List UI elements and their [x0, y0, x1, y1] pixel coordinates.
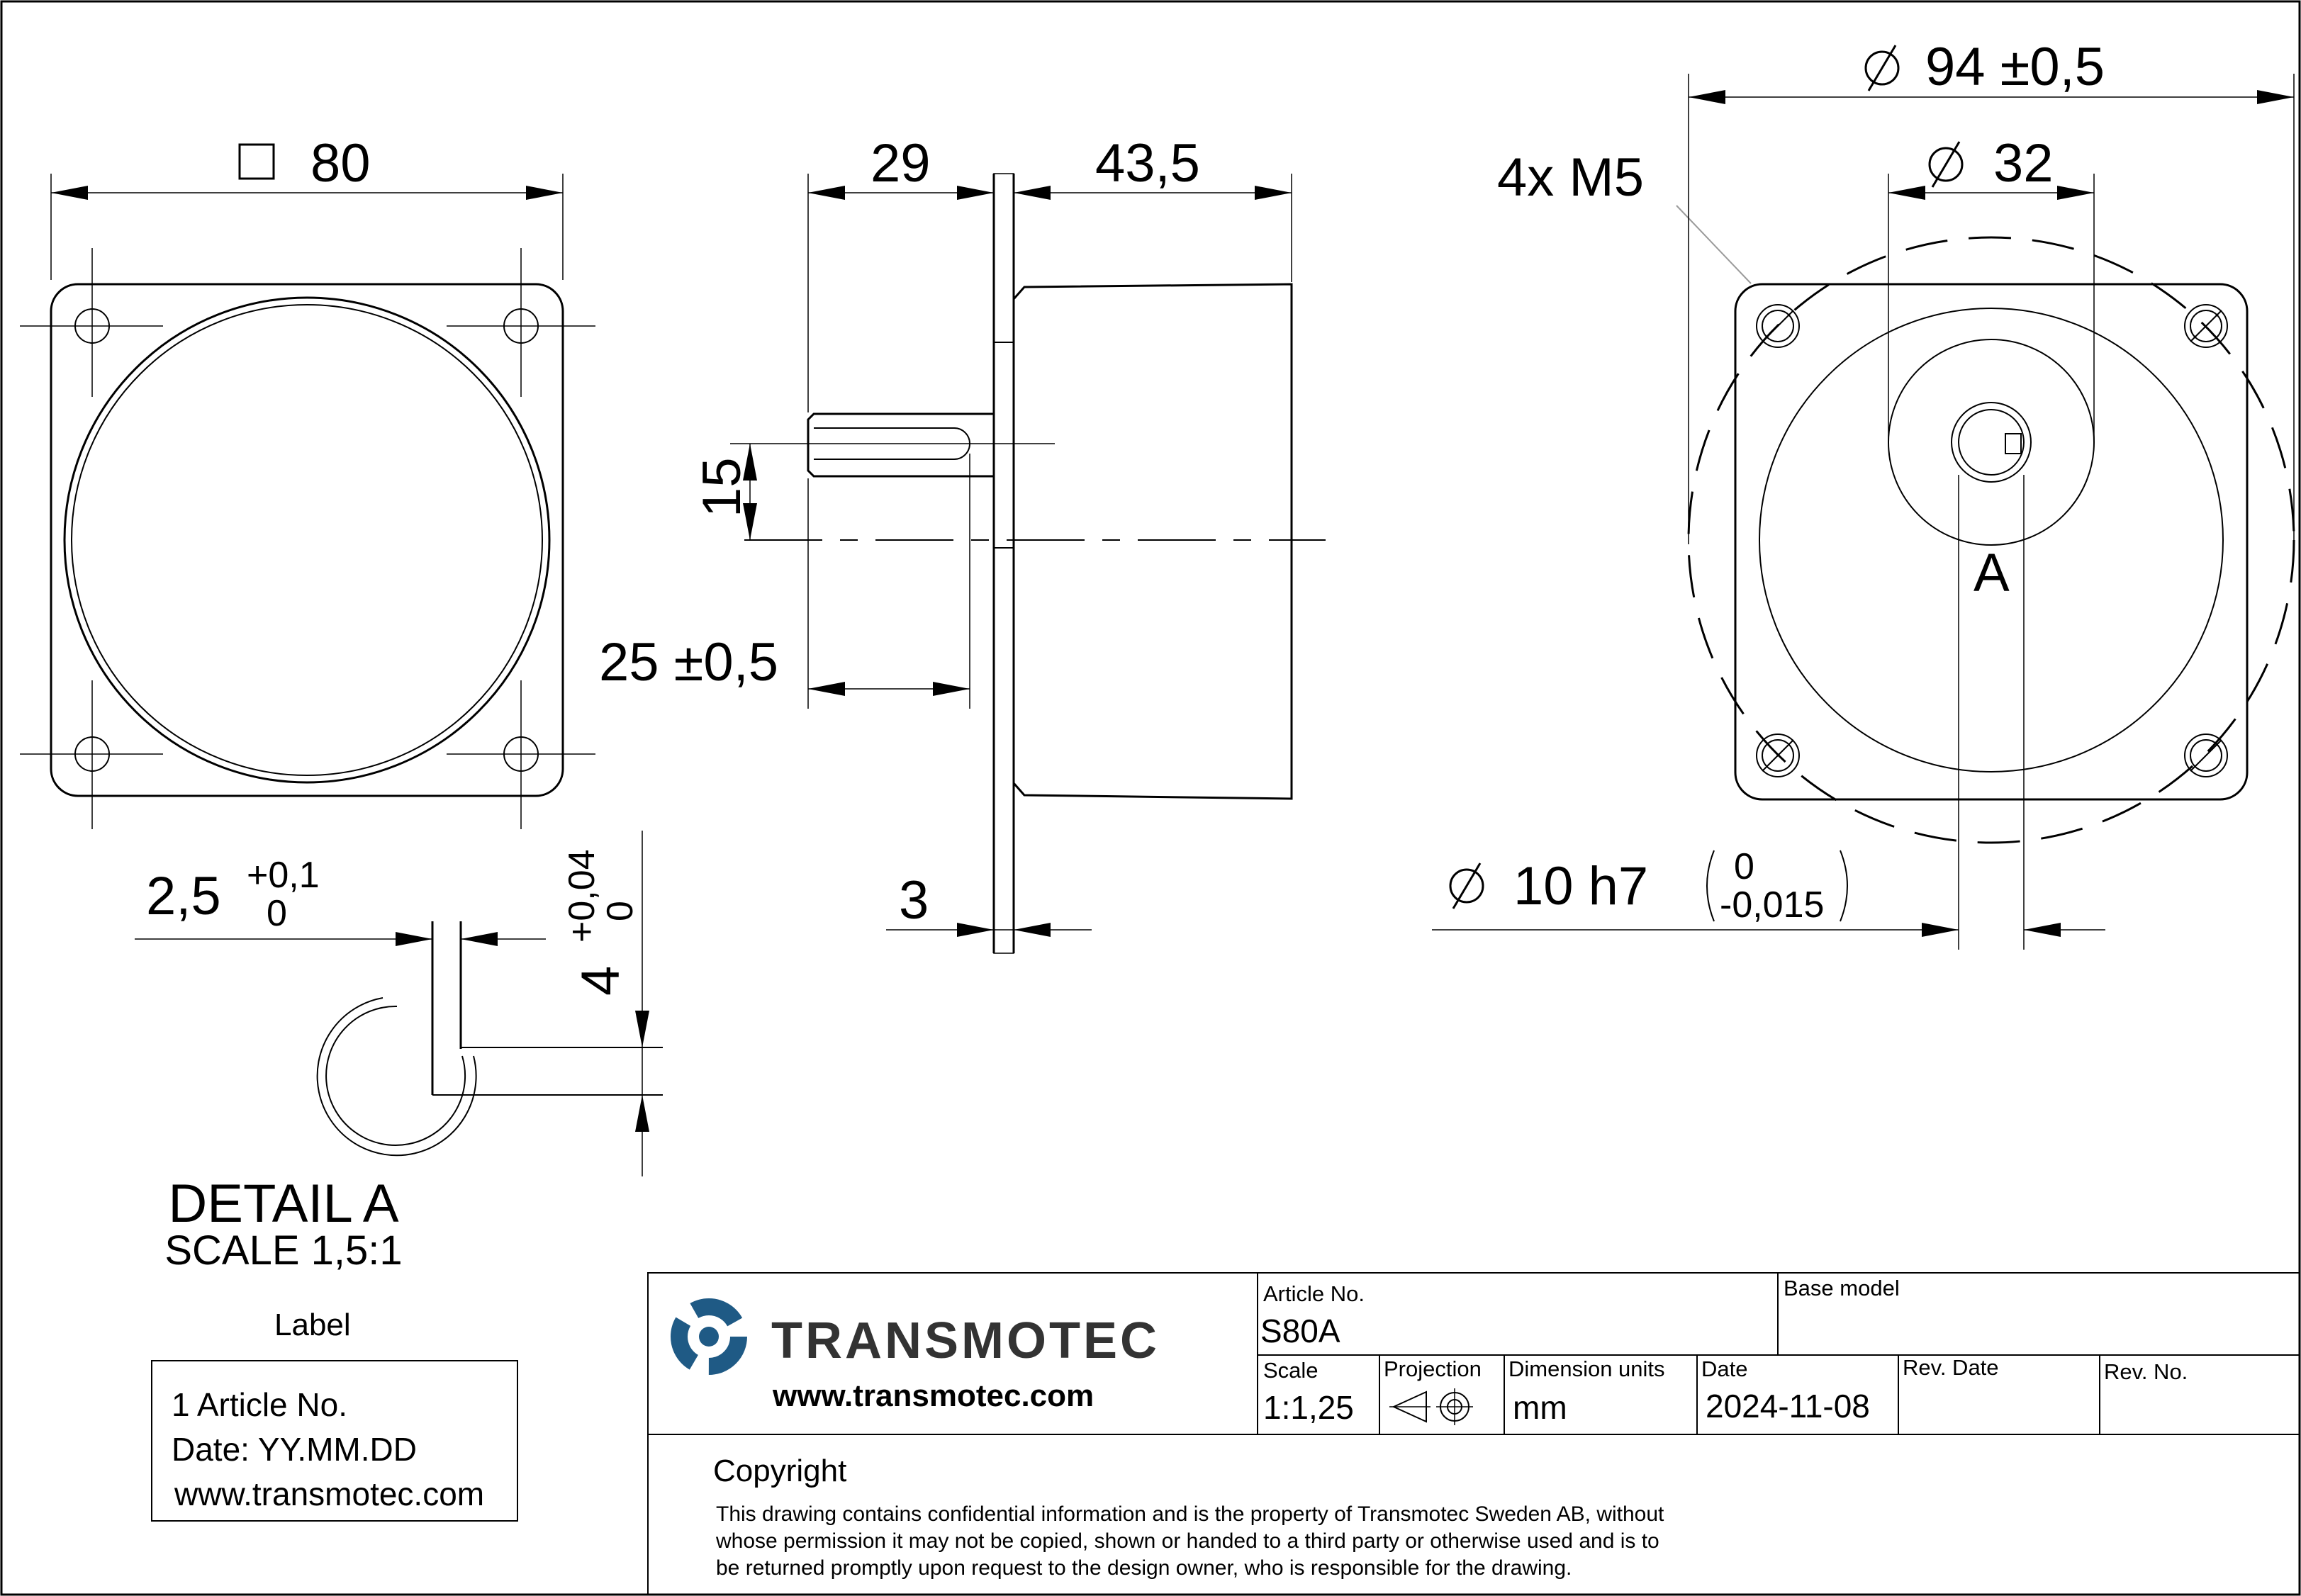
tolerance-right-paren	[1840, 850, 1847, 921]
dim-29	[808, 133, 994, 412]
label-section	[152, 1308, 517, 1521]
projection-label: Projection	[1384, 1356, 1482, 1381]
detail-marker-a: A	[1974, 543, 2010, 603]
dim-94	[1689, 37, 2294, 544]
dim-32-label: 32	[1993, 133, 2054, 193]
transmotec-logo-icon	[679, 1307, 739, 1366]
dim-25-label: 25 ±0,5	[599, 632, 779, 692]
dimension-units-label: Dimension units	[1508, 1356, 1665, 1381]
diameter-symbol-icon	[1930, 142, 1962, 187]
dim-25	[599, 454, 970, 709]
dim-80-label: 80	[310, 133, 371, 193]
front-mounting-holes	[20, 248, 595, 829]
scale-label: Scale	[1263, 1358, 1319, 1383]
date-label: Date	[1701, 1356, 1748, 1381]
detail-title: DETAIL A	[168, 1174, 399, 1234]
label-line-2: Date: YY.MM.DD	[172, 1431, 417, 1468]
dim-3-label: 3	[899, 870, 929, 931]
side-pilot	[994, 342, 1014, 548]
side-shaft	[808, 414, 994, 476]
rear-view	[1432, 37, 2294, 950]
label-line-3: www.transmotec.com	[174, 1476, 485, 1512]
dim-key-depth	[561, 831, 649, 1176]
copyright-line-3: be returned promptly upon request to the design owner, who is responsible for the drawing.	[716, 1556, 1572, 1580]
front-motor-body-inner	[72, 305, 542, 775]
key-depth-label: 4	[571, 965, 631, 996]
front-view	[20, 133, 595, 829]
shaft-tol-upper: 0	[1734, 846, 1754, 887]
label-heading: Label	[274, 1308, 351, 1342]
rear-shaft-inner	[1959, 410, 2024, 475]
side-view	[599, 133, 1326, 953]
dim-15	[692, 444, 1055, 540]
copyright-line-2: whose permission it may not be copied, shown or handed to a third party or otherwise used and is to	[716, 1529, 1659, 1553]
rear-flange	[1735, 284, 2247, 799]
key-width-tol-upper: +0,1	[247, 855, 320, 896]
date-value: 2024-11-08	[1706, 1388, 1870, 1424]
side-motor-body	[1014, 284, 1292, 799]
title-block	[648, 1273, 2300, 1595]
rev-no-label: Rev. No.	[2104, 1359, 2188, 1384]
dim-43-5	[1014, 133, 1292, 283]
dim-80	[51, 133, 563, 280]
front-motor-body-outer	[65, 298, 549, 782]
shaft-dim-label: 10 h7	[1513, 856, 1649, 916]
diameter-symbol-icon	[1866, 45, 1898, 91]
dim-key-width	[135, 855, 546, 946]
front-flange	[51, 284, 563, 796]
shaft-tol-lower: -0,015	[1720, 884, 1825, 926]
holes-leader	[1676, 206, 1751, 283]
rear-shaft-key	[2005, 434, 2021, 454]
rear-motor-body	[1759, 308, 2223, 772]
copyright-line-1: This drawing contains confidential information and is the property of Transmotec Sweden AB, without	[716, 1502, 1664, 1526]
detail-a-view	[135, 831, 663, 1274]
key-depth-tol-upper: +0,04	[561, 849, 603, 943]
detail-scale: SCALE 1,5:1	[164, 1227, 403, 1274]
holes-label: 4x M5	[1497, 147, 1644, 208]
key-depth-tol-lower: 0	[600, 901, 641, 921]
rear-boss	[1888, 339, 2094, 545]
dimension-units-value: mm	[1513, 1389, 1567, 1426]
rear-shaft-outer	[1952, 403, 2031, 482]
dim-3	[886, 870, 1092, 937]
dim-43-5-label: 43,5	[1095, 133, 1200, 193]
square-symbol-icon	[240, 145, 274, 179]
rev-date-label: Rev. Date	[1903, 1355, 1999, 1380]
tolerance-left-paren	[1707, 850, 1714, 921]
dim-15-label: 15	[692, 457, 752, 517]
dim-29-label: 29	[870, 133, 931, 193]
company-name: TRANSMOTEC	[771, 1313, 1160, 1369]
label-line-1: 1 Article No.	[172, 1386, 347, 1423]
key-width-label: 2,5	[146, 866, 221, 926]
scale-value: 1:1,25	[1263, 1389, 1354, 1426]
detail-shaft-inner	[326, 1006, 465, 1145]
side-flange-plate	[994, 174, 1014, 953]
copyright-heading: Copyright	[713, 1454, 847, 1488]
base-model-label: Base model	[1784, 1276, 1900, 1300]
diameter-symbol-icon	[1450, 863, 1483, 909]
article-no-label: Article No.	[1263, 1281, 1365, 1306]
company-website: www.transmotec.com	[773, 1378, 1094, 1413]
detail-shaft-outer	[318, 998, 476, 1155]
dim-94-label: 94 ±0,5	[1925, 37, 2105, 97]
article-no-value: S80A	[1260, 1313, 1340, 1349]
dim-32	[1888, 133, 2094, 442]
key-width-tol-lower: 0	[267, 893, 287, 934]
first-angle-projection-icon	[1389, 1388, 1473, 1425]
